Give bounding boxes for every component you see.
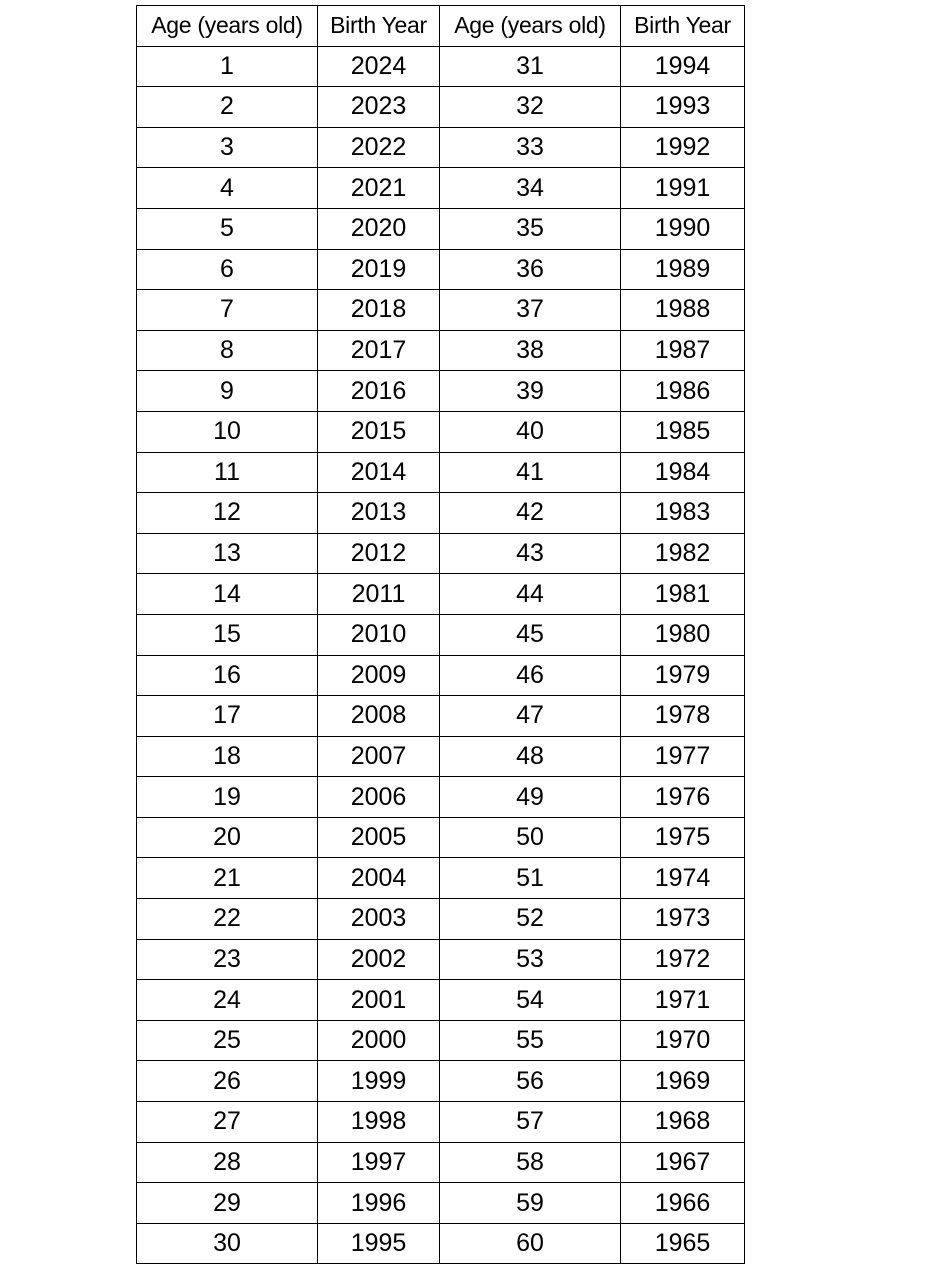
birth-year-right-cell: 1965 [621,1223,745,1264]
table-row [137,249,745,290]
birth-year-left-cell: 2008 [318,696,440,737]
birth-year-left-cell: 2012 [318,533,440,574]
age-right-cell: 51 [440,858,621,899]
age-right-cell: 37 [440,290,621,331]
birth-year-left-cell: 2022 [318,127,440,168]
table-row [137,1061,745,1102]
birth-year-left-cell: 2015 [318,411,440,452]
age-right-cell: 48 [440,736,621,777]
age-right-cell: 32 [440,87,621,128]
header-age-right: Age (years old) [440,6,621,47]
age-right-cell: 34 [440,168,621,209]
age-left-cell: 3 [137,127,318,168]
birth-year-right-cell: 1984 [621,452,745,493]
birth-year-right-cell: 1978 [621,696,745,737]
table-row [137,1183,745,1224]
age-left-cell: 6 [137,249,318,290]
birth-year-left-cell: 2004 [318,858,440,899]
birth-year-left-cell: 2009 [318,655,440,696]
table-row [137,168,745,209]
birth-year-right-cell: 1982 [621,533,745,574]
age-left-cell: 11 [137,452,318,493]
age-right-cell: 35 [440,208,621,249]
header-birth-year-right: Birth Year [621,6,745,47]
table-row [137,939,745,980]
birth-year-left-cell: 1996 [318,1183,440,1224]
age-right-cell: 41 [440,452,621,493]
birth-year-right-cell: 1972 [621,939,745,980]
birth-year-right-cell: 1981 [621,574,745,615]
age-right-cell: 46 [440,655,621,696]
age-left-cell: 2 [137,87,318,128]
birth-year-left-cell: 2023 [318,87,440,128]
age-right-cell: 36 [440,249,621,290]
birth-year-left-cell: 2014 [318,452,440,493]
age-right-cell: 55 [440,1020,621,1061]
age-left-cell: 24 [137,980,318,1021]
birth-year-right-cell: 1992 [621,127,745,168]
age-right-cell: 52 [440,899,621,940]
age-left-cell: 16 [137,655,318,696]
birth-year-left-cell: 2002 [318,939,440,980]
birth-year-right-cell: 1975 [621,817,745,858]
birth-year-right-cell: 1983 [621,493,745,534]
age-left-cell: 30 [137,1223,318,1264]
birth-year-left-cell: 2006 [318,777,440,818]
birth-year-right-cell: 1971 [621,980,745,1021]
age-left-cell: 22 [137,899,318,940]
header-age-left: Age (years old) [137,6,318,47]
birth-year-right-cell: 1986 [621,371,745,412]
table-row [137,127,745,168]
age-left-cell: 26 [137,1061,318,1102]
table-row [137,411,745,452]
birth-year-right-cell: 1970 [621,1020,745,1061]
age-left-cell: 15 [137,614,318,655]
table-row [137,858,745,899]
age-left-cell: 5 [137,208,318,249]
table-row [137,980,745,1021]
table-row [137,371,745,412]
birth-year-right-cell: 1994 [621,46,745,87]
table-row [137,1020,745,1061]
birth-year-left-cell: 1997 [318,1142,440,1183]
age-right-cell: 53 [440,939,621,980]
birth-year-right-cell: 1976 [621,777,745,818]
birth-year-right-cell: 1991 [621,168,745,209]
table-row [137,777,745,818]
age-right-cell: 31 [440,46,621,87]
birth-year-right-cell: 1973 [621,899,745,940]
table-row [137,452,745,493]
age-right-cell: 44 [440,574,621,615]
table-row [137,899,745,940]
table-row [137,696,745,737]
table-row [137,655,745,696]
birth-year-right-cell: 1988 [621,290,745,331]
birth-year-right-cell: 1977 [621,736,745,777]
age-right-cell: 47 [440,696,621,737]
age-left-cell: 4 [137,168,318,209]
birth-year-left-cell: 2017 [318,330,440,371]
age-right-cell: 42 [440,493,621,534]
table-row [137,330,745,371]
age-right-cell: 49 [440,777,621,818]
birth-year-right-cell: 1969 [621,1061,745,1102]
table-row [137,574,745,615]
age-left-cell: 9 [137,371,318,412]
table-row [137,1223,745,1264]
birth-year-left-cell: 2005 [318,817,440,858]
birth-year-left-cell: 2001 [318,980,440,1021]
table-row [137,817,745,858]
age-left-cell: 14 [137,574,318,615]
age-right-cell: 54 [440,980,621,1021]
age-right-cell: 50 [440,817,621,858]
age-right-cell: 56 [440,1061,621,1102]
birth-year-left-cell: 2007 [318,736,440,777]
age-left-cell: 8 [137,330,318,371]
table-row [137,290,745,331]
age-left-cell: 20 [137,817,318,858]
age-right-cell: 33 [440,127,621,168]
header-birth-year-left: Birth Year [318,6,440,47]
age-left-cell: 21 [137,858,318,899]
age-left-cell: 17 [137,696,318,737]
birth-year-left-cell: 2016 [318,371,440,412]
age-left-cell: 12 [137,493,318,534]
table-row [137,493,745,534]
birth-year-right-cell: 1987 [621,330,745,371]
age-right-cell: 57 [440,1102,621,1143]
birth-year-right-cell: 1968 [621,1102,745,1143]
birth-year-left-cell: 2024 [318,46,440,87]
birth-year-left-cell: 2011 [318,574,440,615]
age-left-cell: 27 [137,1102,318,1143]
header-row [137,6,745,47]
age-left-cell: 18 [137,736,318,777]
birth-year-right-cell: 1967 [621,1142,745,1183]
age-left-cell: 19 [137,777,318,818]
birth-year-left-cell: 1995 [318,1223,440,1264]
age-right-cell: 59 [440,1183,621,1224]
birth-year-right-cell: 1993 [621,87,745,128]
table-row [137,208,745,249]
age-right-cell: 45 [440,614,621,655]
age-right-cell: 39 [440,371,621,412]
birth-year-left-cell: 2019 [318,249,440,290]
age-birth-year-table [136,5,745,1264]
birth-year-right-cell: 1974 [621,858,745,899]
table-row [137,533,745,574]
age-left-cell: 25 [137,1020,318,1061]
age-left-cell: 13 [137,533,318,574]
table-row [137,87,745,128]
birth-year-left-cell: 2010 [318,614,440,655]
birth-year-right-cell: 1985 [621,411,745,452]
table-row [137,1102,745,1143]
birth-year-right-cell: 1980 [621,614,745,655]
age-right-cell: 58 [440,1142,621,1183]
birth-year-right-cell: 1990 [621,208,745,249]
table-row [137,1142,745,1183]
birth-year-right-cell: 1989 [621,249,745,290]
age-left-cell: 1 [137,46,318,87]
age-right-cell: 38 [440,330,621,371]
age-right-cell: 43 [440,533,621,574]
age-right-cell: 40 [440,411,621,452]
birth-year-left-cell: 2013 [318,493,440,534]
birth-year-left-cell: 2021 [318,168,440,209]
birth-year-left-cell: 1999 [318,1061,440,1102]
birth-year-left-cell: 2003 [318,899,440,940]
age-left-cell: 23 [137,939,318,980]
table-row [137,614,745,655]
birth-year-right-cell: 1966 [621,1183,745,1224]
birth-year-left-cell: 2018 [318,290,440,331]
age-left-cell: 10 [137,411,318,452]
table-row [137,736,745,777]
birth-year-left-cell: 2000 [318,1020,440,1061]
age-left-cell: 7 [137,290,318,331]
birth-year-right-cell: 1979 [621,655,745,696]
birth-year-left-cell: 1998 [318,1102,440,1143]
table-body [137,46,745,1264]
age-right-cell: 60 [440,1223,621,1264]
age-left-cell: 28 [137,1142,318,1183]
birth-year-left-cell: 2020 [318,208,440,249]
table-row [137,46,745,87]
age-left-cell: 29 [137,1183,318,1224]
